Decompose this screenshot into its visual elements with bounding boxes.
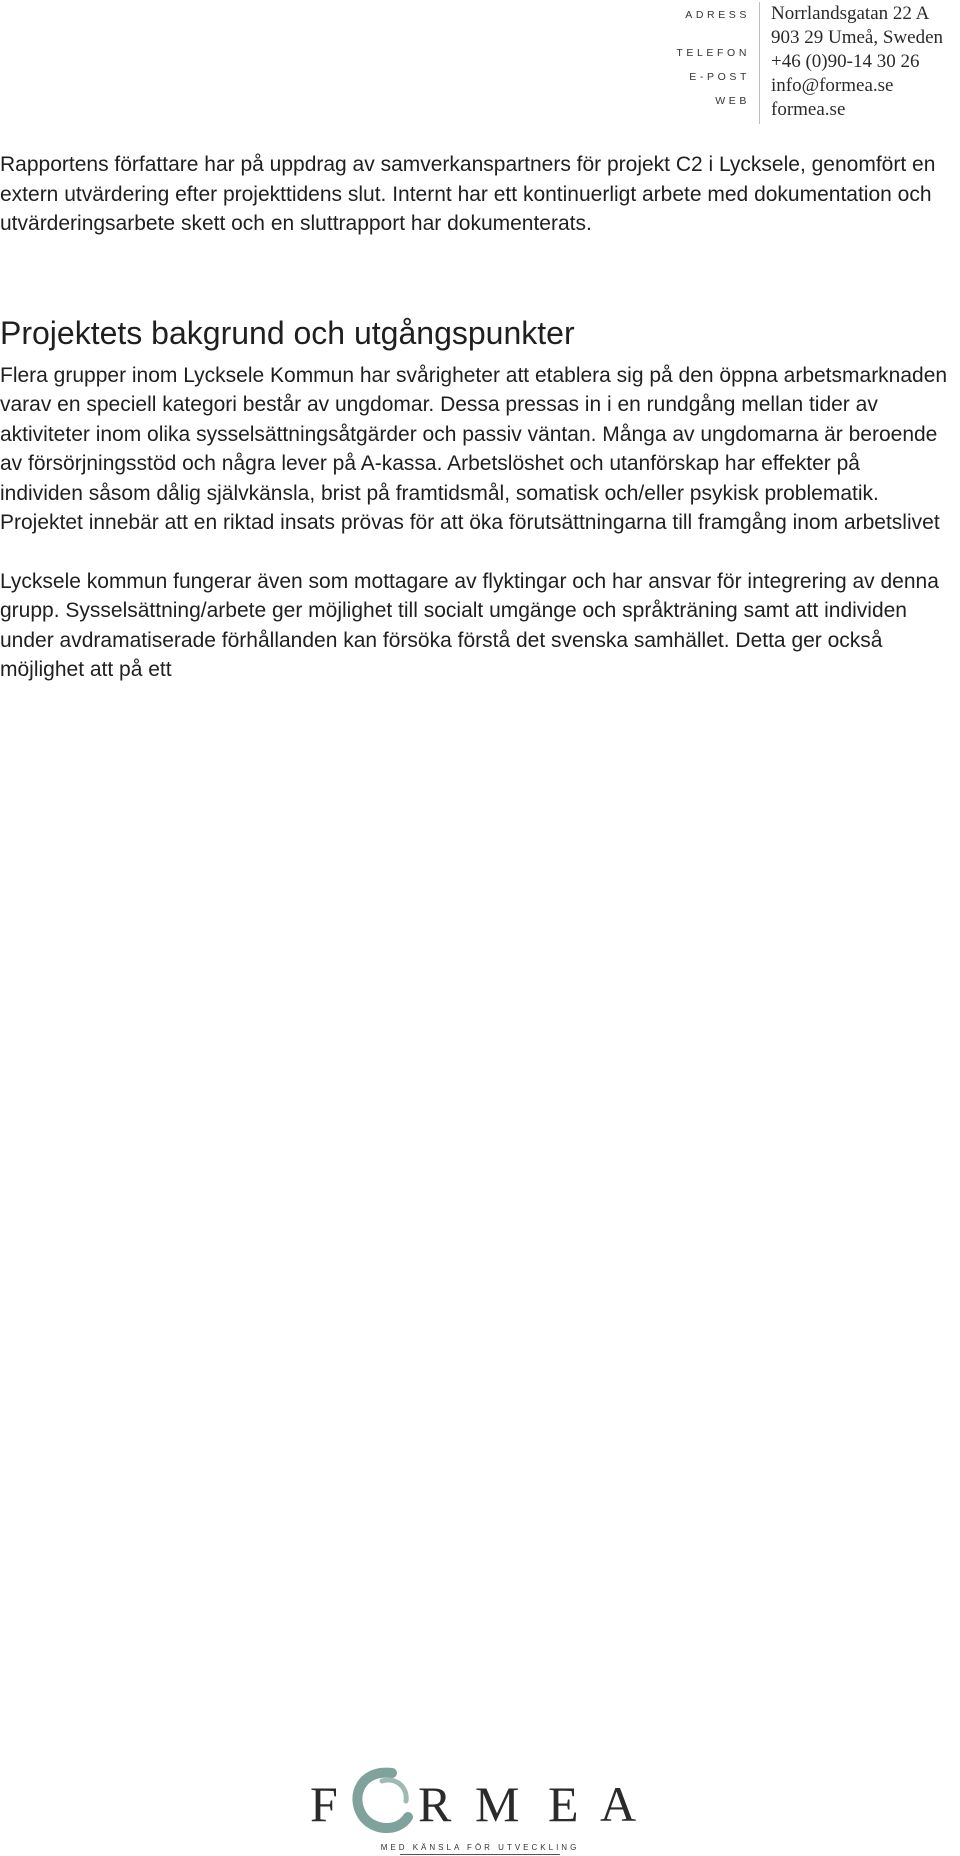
document-body bbox=[0, 150, 948, 685]
phone-number: +46 (0)90-14 30 26 bbox=[771, 51, 920, 72]
formea-logo-mark bbox=[300, 1755, 660, 1835]
background-paragraph-2: Lycksele kommun fungerar även som mottagare av flyktingar och har ansvar för integrering av denna grupp. Sysselsättning/arbete ger möjlighet till socialt umgänge och språkträning samt att individen under avdramatiserade förhållanden kan försöka förstå det svenska samhället. Detta ger också möjlighet att på ett bbox=[0, 569, 939, 681]
logo-letter-e: E bbox=[548, 1776, 579, 1832]
logo-tagline: MED KÄNSLA FÖR UTVECKLING bbox=[380, 1843, 580, 1852]
address-label: ADRESS bbox=[685, 9, 750, 21]
logo-letter-r: R bbox=[418, 1776, 452, 1832]
address-line-1: Norrlandsgatan 22 A bbox=[771, 3, 930, 24]
logo-letter-f: F bbox=[310, 1776, 338, 1832]
background-paragraph-1: Flera grupper inom Lycksele Kommun har svårigheter att etablera sig på den öppna arbetsmarknaden varav en speciell kategori består av ungdomar. Dessa pressas in i en rundgång mellan tider av aktiviteter inom olika sysselsättningsåtgärder och passiv väntan. Många av ungdomarna är beroende av försörjningsstöd och några lever på A-kassa. Arbetslöshet och utanförskap har effekter på individen såsom dålig självkänsla, brist på framtidsmål, somatisk och/eller psykisk problematik. Projektet innebär att en riktad insats prövas för att öka förutsättningarna till framgång inom arbetslivet bbox=[0, 363, 948, 534]
formea-logo bbox=[300, 1755, 660, 1856]
web-label: WEB bbox=[715, 95, 750, 107]
logo-letter-m: M bbox=[475, 1776, 520, 1832]
logo-letter-a: A bbox=[600, 1776, 637, 1832]
address-line-2: 903 29 Umeå, Sweden bbox=[771, 27, 944, 48]
contact-values bbox=[771, 2, 960, 122]
email-label: E-POST bbox=[689, 71, 750, 83]
logo-swirl-o bbox=[357, 1773, 408, 1828]
heading-spacer bbox=[0, 353, 948, 361]
letterhead bbox=[0, 0, 960, 130]
phone-label-spacer bbox=[630, 60, 750, 70]
tagline-underline bbox=[400, 1854, 560, 1855]
intro-paragraph: Rapportens författare har på uppdrag av samverkanspartners för projekt C2 i Lycksele, genomfört en extern utvärdering efter projekttidens slut. Internt har ett kontinuerligt arbete med dokumentation och utvärderingsarbete skett och en sluttrapport har dokumenterats. bbox=[0, 153, 936, 235]
email-label-spacer bbox=[630, 84, 750, 94]
contact-labels bbox=[630, 8, 750, 108]
section-heading: Projektets bakgrund och utgångspunkter bbox=[0, 314, 575, 351]
address-label-spacer bbox=[630, 22, 750, 46]
website-link[interactable]: formea.se bbox=[771, 99, 846, 120]
letterhead-divider bbox=[759, 2, 760, 124]
section-spacer bbox=[0, 239, 948, 313]
paragraph-spacer bbox=[0, 538, 948, 567]
email-address[interactable]: info@formea.se bbox=[771, 75, 894, 96]
phone-label: TELEFON bbox=[676, 47, 750, 59]
